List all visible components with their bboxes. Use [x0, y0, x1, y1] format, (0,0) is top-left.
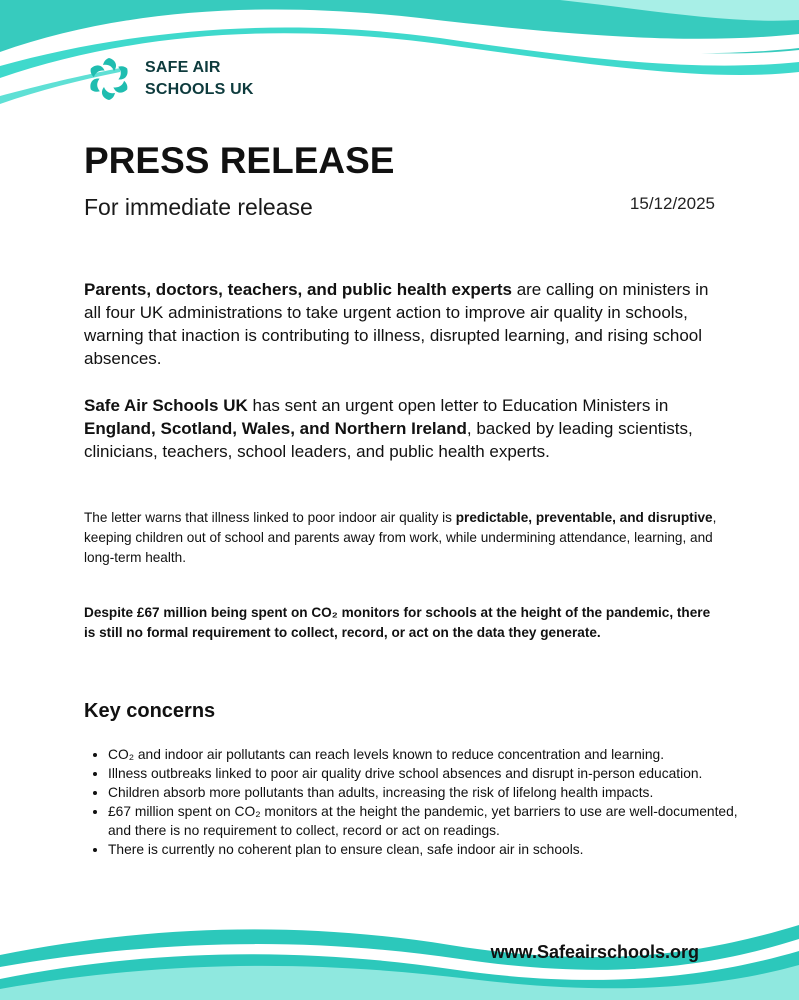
- brand-name: [145, 57, 254, 101]
- letter-nations: England, Scotland, Wales, and Northern Ireland: [84, 419, 467, 438]
- brand-name-line2: SCHOOLS UK: [145, 81, 254, 98]
- letter-text-end: , backed by leading scientists, clinicians, teachers, school leaders, and public health experts.: [84, 419, 693, 461]
- warning-text: The letter warns that illness linked to poor indoor air quality is: [84, 510, 456, 525]
- page-title: PRESS RELEASE: [84, 140, 395, 181]
- concerns-heading: Key concerns: [84, 700, 216, 722]
- list-item: • Illness outbreaks linked to poor air quality drive school absences and disrupt in-person education.: [108, 764, 748, 783]
- funding-paragraph: Despite £67 million being spent on CO₂ monitors for schools at the height of the pandemic, there is still no formal requirement to collect, record, or act on the data they generate.: [84, 605, 711, 640]
- list-item: • Children absorb more pollutants than adults, increasing the risk of lifelong health impacts.: [108, 783, 748, 802]
- brand-logo: [84, 54, 254, 104]
- release-subtitle: For immediate release: [84, 194, 313, 220]
- letter-text: has sent an urgent open letter to Education Ministers in: [247, 396, 669, 415]
- concerns-list: [84, 745, 748, 859]
- release-date: 15/12/2025: [629, 194, 715, 213]
- brand-name-line1: SAFE AIR: [145, 59, 221, 76]
- letter-paragraph: [84, 394, 724, 463]
- warning-paragraph: [84, 508, 724, 568]
- website-link[interactable]: www.Safeairschools.org: [490, 942, 699, 962]
- swirl-logo-icon: [84, 54, 134, 104]
- warning-text-end: , keeping children out of school and parents away from work, while undermining attendance, learning, and long-term health.: [84, 510, 717, 565]
- list-item: • £67 million spent on CO₂ monitors at the height the pandemic, yet barriers to use are well-documented, and there is no requirement to collect, record or act on readings.: [108, 802, 748, 840]
- intro-paragraph: [84, 278, 724, 370]
- list-item: • There is currently no coherent plan to ensure clean, safe indoor air in schools.: [108, 840, 748, 859]
- letter-org: Safe Air Schools UK: [84, 396, 248, 415]
- warning-bold: predictable, preventable, and disruptive: [455, 510, 713, 525]
- intro-text: are calling on ministers in all four UK administrations to take urgent action to improve air quality in schools, warning that inaction is contributing to illness, disrupted learning, and rising school absences.: [84, 280, 709, 368]
- intro-bold: Parents, doctors, teachers, and public health experts: [84, 280, 512, 299]
- list-item: • CO₂ and indoor air pollutants can reach levels known to reduce concentration and learning.: [108, 745, 748, 764]
